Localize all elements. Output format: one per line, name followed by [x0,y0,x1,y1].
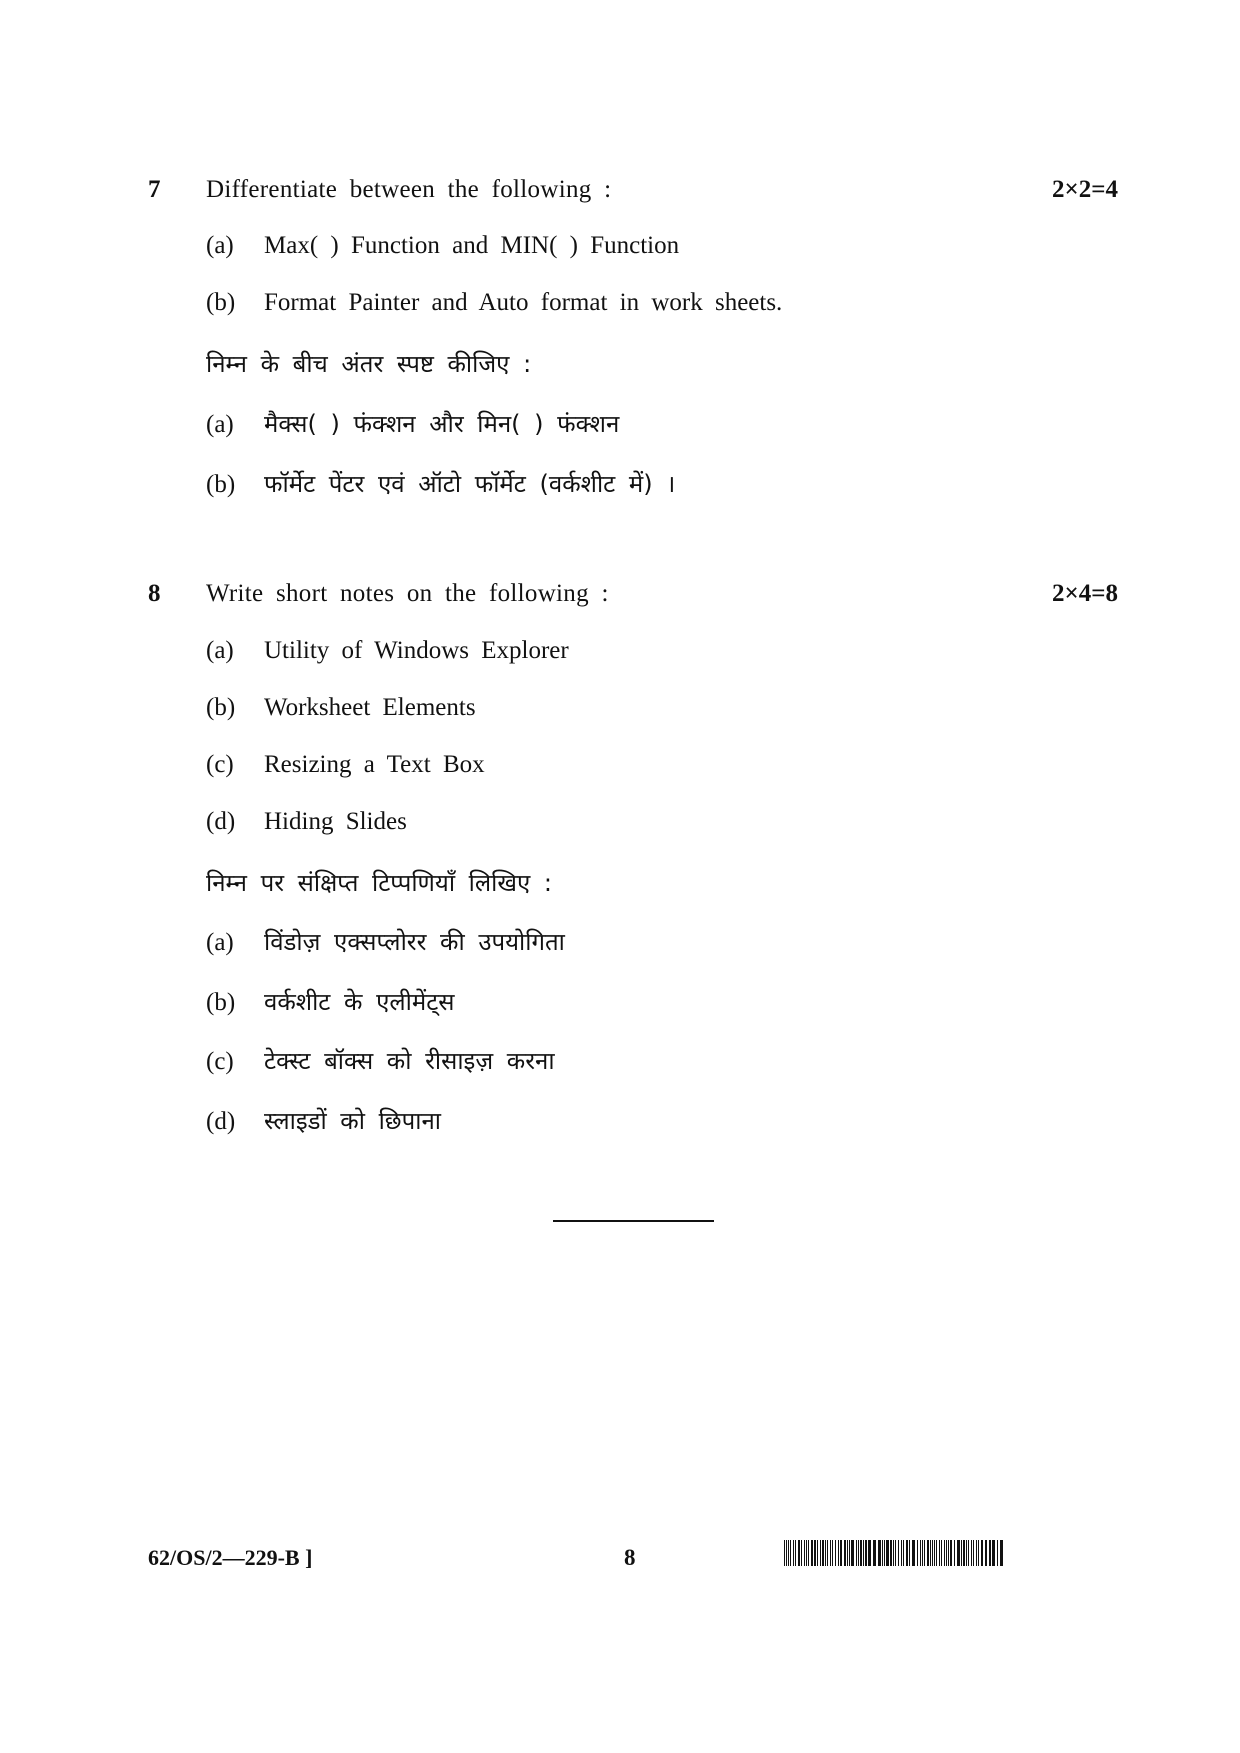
option-text: Resizing a Text Box [264,751,485,778]
option-text: Format Painter and Auto format in work sheets. [264,289,783,316]
q7-option-b-hi [206,467,675,500]
q7-option-a-hi [206,407,619,440]
question-7-number: 7 [148,176,161,203]
q8-option-b-en [206,694,476,722]
question-7-text: Differentiate between the following : [206,176,612,203]
q8-option-a-en [206,637,569,665]
option-label: (b) [206,989,236,1016]
option-label: (a) [206,232,234,259]
option-text: Max( ) Function and MIN( ) Function [264,232,680,259]
option-label: (d) [206,808,236,835]
q8-option-d-en [206,808,407,836]
option-text: Hiding Slides [264,808,407,835]
option-text: Worksheet Elements [264,694,476,721]
option-label: (a) [206,929,234,956]
option-label: (b) [206,289,236,316]
q8-option-b-hi [206,985,455,1018]
option-text: वर्कशीट के एलीमेंट्स [264,988,455,1016]
q8-option-d-hi [206,1104,441,1137]
option-label: (d) [206,1108,236,1135]
option-text: Utility of Windows Explorer [264,637,569,664]
option-label: (a) [206,637,234,664]
question-8-number: 8 [148,580,161,607]
barcode-image [784,1540,1004,1566]
question-8-text: Write short notes on the following : [206,580,609,607]
question-8-marks: 2×4=8 [1052,580,1118,607]
option-text: विंडोज़ एक्सप्लोरर की उपयोगिता [264,928,565,956]
option-text: टेक्स्ट बॉक्स को रीसाइज़ करना [264,1047,555,1075]
q7-option-b-en [206,289,782,317]
q8-option-a-hi [206,925,565,958]
option-label: (a) [206,411,234,438]
option-text: फॉर्मेट पेंटर एवं ऑटो फॉर्मेट (वर्कशीट में) । [264,470,676,498]
question-7-text-hindi: निम्न के बीच अंतर स्पष्ट कीजिए : [206,350,532,378]
q8-option-c-en [206,751,485,779]
option-text: स्लाइडों को छिपाना [264,1107,441,1135]
option-label: (c) [206,1048,234,1075]
q7-option-a-en [206,232,679,260]
page-number: 8 [624,1545,636,1570]
option-label: (b) [206,694,236,721]
option-label: (b) [206,471,236,498]
paper-code: 62/OS/2—229-B ] [148,1545,313,1570]
option-label: (c) [206,751,234,778]
question-7-marks: 2×2=4 [1052,176,1118,203]
option-text: मैक्स( ) फंक्शन और मिन( ) फंक्शन [264,410,620,438]
question-8-text-hindi: निम्न पर संक्षिप्त टिप्पणियाँ लिखिए : [206,869,552,897]
end-of-questions-rule [553,1220,714,1222]
q8-option-c-hi [206,1044,555,1077]
